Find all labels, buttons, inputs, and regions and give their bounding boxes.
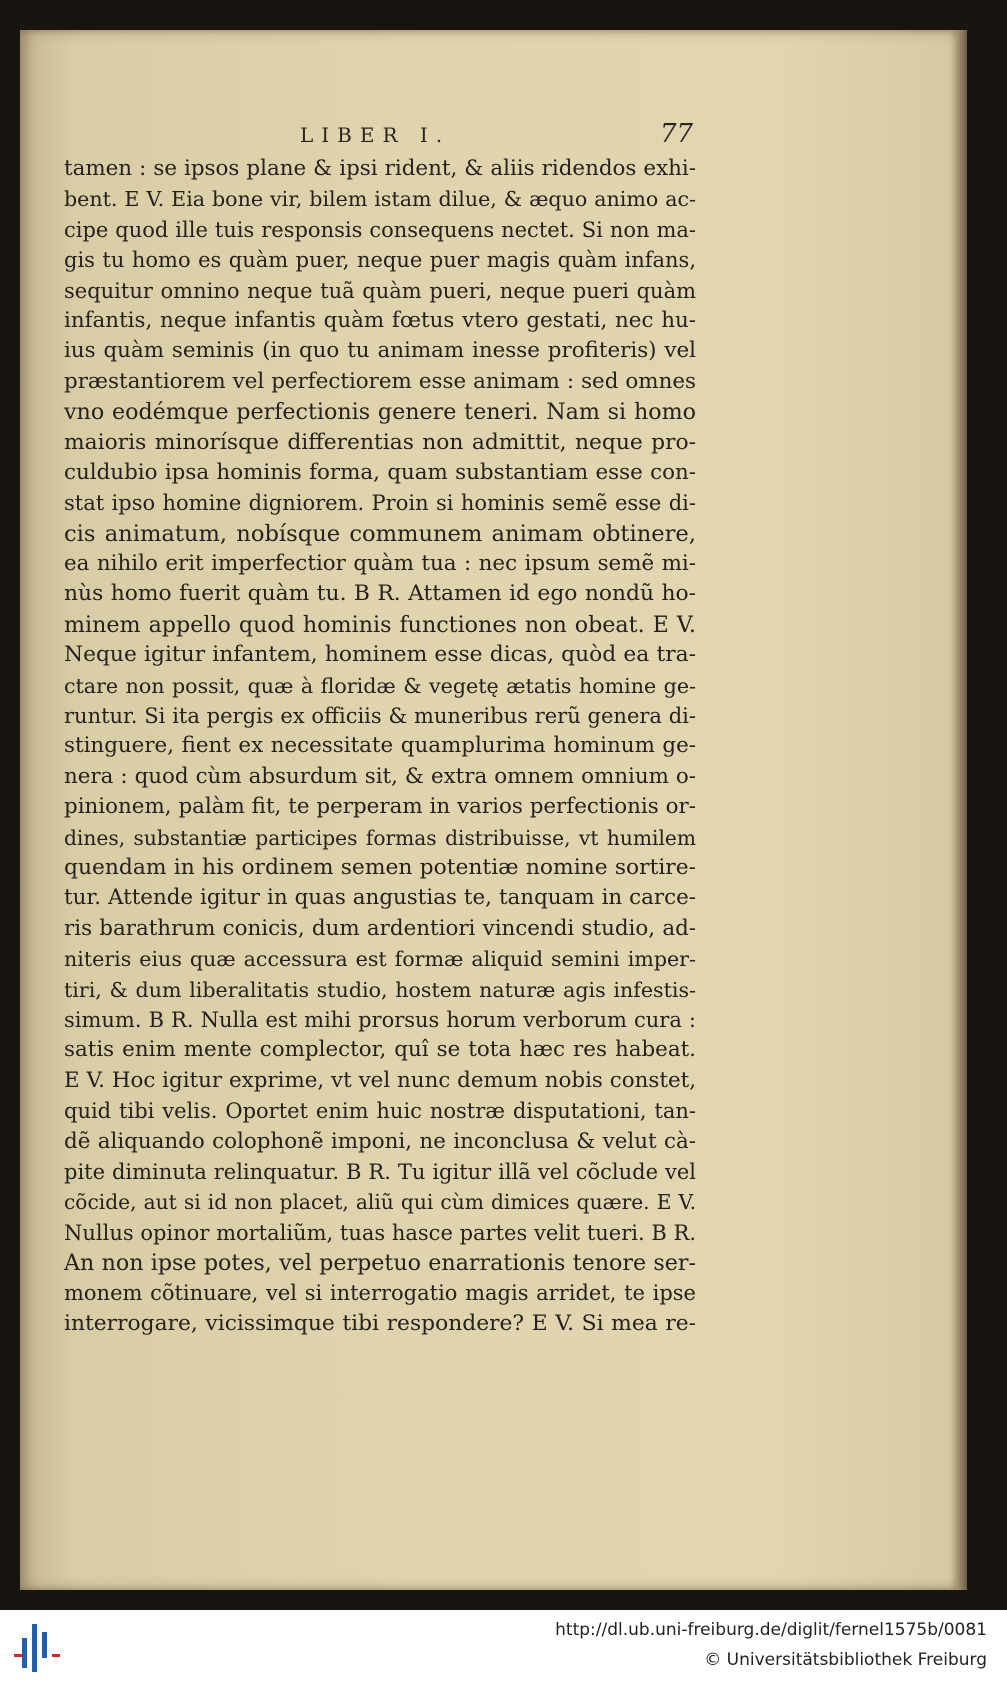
text-line: gis tu homo es quàm puer, neque puer magis quàm infans,	[64, 248, 696, 273]
text-line: tur. Attende igitur in quas angustias te, tanquam in carce-	[64, 885, 696, 911]
footer-bar	[0, 1610, 1007, 1685]
text-line: pite diminuta relinquatur. B R. Tu igitur illã vel cõclude vel	[64, 1159, 696, 1184]
running-head	[0, 119, 1007, 153]
text-line: cõcide, aut si id non placet, aliũ qui cùm dimices quære. E V.	[64, 1190, 696, 1215]
text-line: quendam in his ordinem semen potentiæ nomine sortire-	[64, 854, 696, 880]
page-edge	[957, 30, 967, 1590]
text-line: bent. E V. Eia bone vir, bilem istam dilue, & æquo animo ac-	[64, 187, 696, 212]
text-line: ris barathrum conicis, dum ardentiori vincendi studio, ad-	[64, 915, 696, 941]
library-logo-icon	[22, 1624, 64, 1672]
text-line: vno eodémque perfectionis genere teneri. Nam si homo	[64, 399, 696, 426]
text-line: minem appello quod hominis functiones non obeat. E V.	[64, 611, 696, 638]
text-line: monem cõtinuare, vel si interrogatio magis arridet, te ipse	[64, 1281, 696, 1306]
text-line: ea nihilo erit imperfectior quàm tua : nec ipsum semẽ mi-	[64, 551, 696, 577]
text-line: Neque igitur infantem, hominem esse dicas, quòd ea tra-	[64, 642, 696, 668]
logo-bar-right	[42, 1632, 47, 1658]
text-line: niteris eius quæ accessura est formæ aliquid semini imper-	[64, 947, 696, 972]
text-line: tamen : se ipsos plane & ipsi rident, & aliis ridendos exhi-	[64, 156, 696, 181]
text-line: maioris minorísque differentias non admittit, neque pro-	[64, 429, 696, 455]
text-line: An non ipse potes, vel perpetuo enarrationis tenore ser-	[64, 1250, 696, 1277]
body-text	[64, 154, 696, 1339]
logo-bar-mid	[32, 1624, 37, 1672]
text-line: præstantiorem vel perfectiorem esse animam : sed omnes	[64, 368, 696, 394]
footer-url-link[interactable]: http://dl.ub.uni-freiburg.de/diglit/fernel1575b/0081	[555, 1620, 987, 1640]
text-line: interrogare, vicissimque tibi respondere? E V. Si mea re-	[64, 1310, 696, 1336]
text-line: sequitur omnino neque tuã quàm pueri, neque pueri quàm	[64, 278, 696, 303]
logo-dash-red-right	[52, 1654, 60, 1657]
running-title: LIBER I.	[300, 123, 451, 147]
text-line: ctare non possit, quæ à floridæ & vegetę ætatis homine ge-	[64, 673, 696, 698]
logo-bar-left	[22, 1638, 27, 1668]
text-line: dẽ aliquando colophonẽ imponi, ne inconclusa & velut cà-	[64, 1128, 696, 1154]
page-number: 77	[660, 119, 694, 149]
text-line: stat ipso homine digniorem. Proin si hominis semẽ esse di-	[64, 491, 696, 516]
text-line: tiri, & dum liberalitatis studio, hostem naturæ agis infestis-	[64, 977, 696, 1002]
text-line: ius quàm seminis (in quo tu animam inesse profiteris) vel	[64, 338, 696, 364]
logo-dash-red-left	[14, 1654, 22, 1657]
text-line: nùs homo fuerit quàm tu. B R. Attamen id ego nondũ ho-	[64, 581, 696, 607]
text-line: satis enim mente complector, quî se tota hæc res habeat.	[64, 1037, 696, 1063]
text-line: simum. B R. Nulla est mihi prorsus horum verborum cura :	[64, 1007, 696, 1032]
text-line: nera : quod cùm absurdum sit, & extra omnem omnium o-	[64, 763, 696, 789]
text-line: dines, substantiæ participes formas distribuisse, vt humilem	[64, 825, 696, 850]
footer-copyright: © Universitätsbibliothek Freiburg	[704, 1650, 987, 1670]
text-line: E V. Hoc igitur exprime, vt vel nunc demum nobis constet,	[64, 1067, 696, 1093]
text-line: culdubio ipsa hominis forma, quam substantiam esse con-	[64, 459, 696, 485]
text-line: cipe quod ille tuis responsis consequens nectet. Si non ma-	[64, 217, 696, 242]
text-line: infantis, neque infantis quàm fœtus vtero gestati, nec hu-	[64, 307, 696, 333]
text-line: cis animatum, nobísque communem animam obtinere,	[64, 520, 696, 547]
text-line: runtur. Si ita pergis ex officiis & muneribus rerũ genera di-	[64, 704, 696, 729]
text-line: Nullus opinor mortaliũm, tuas hasce partes velit tueri. B R.	[64, 1220, 696, 1245]
text-line: quid tibi velis. Oportet enim huic nostræ disputationi, tan-	[64, 1099, 696, 1124]
text-line: stinguere, fient ex necessitate quamplurima hominum ge-	[64, 733, 696, 759]
text-line: pinionem, palàm fit, te perperam in varios perfectionis or-	[64, 794, 696, 820]
